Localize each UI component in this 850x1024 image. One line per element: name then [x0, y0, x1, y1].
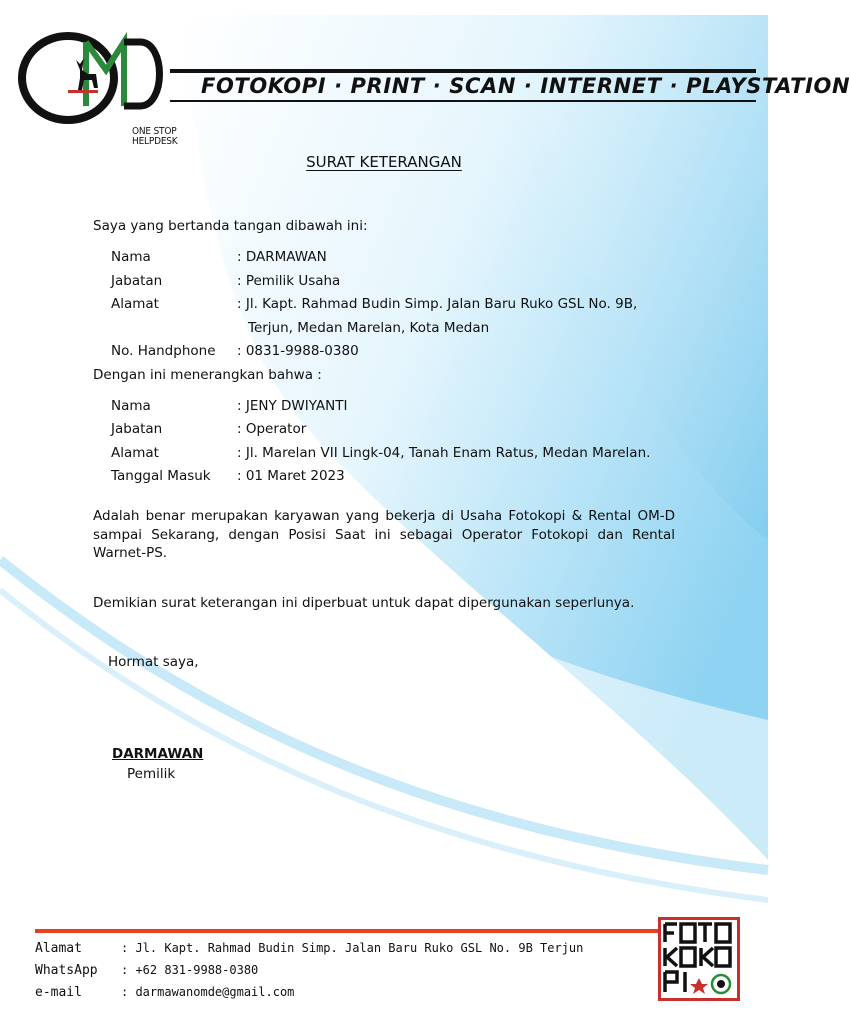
fotokopi-stamp-logo: [658, 917, 740, 1001]
signature-role: Pemilik: [127, 766, 176, 782]
footer-divider: [35, 929, 661, 933]
logo-tagline: [132, 127, 178, 147]
signer-nama-value: : DARMAWAN: [237, 249, 327, 265]
footer-email-label: e-mail: [35, 985, 82, 1000]
employee-tanggal-label: Tanggal Masuk: [111, 468, 211, 484]
footer-whatsapp-value: : +62 831-9988-0380: [121, 963, 259, 977]
fotokopi-stamp-graphic: [661, 920, 737, 998]
signer-jabatan-label: Jabatan: [111, 273, 163, 289]
closing-text: Hormat saya,: [108, 654, 199, 670]
om-d-logo-mark: [18, 30, 178, 130]
document-title: [0, 153, 768, 171]
document-title-text: SURAT KETERANGAN: [306, 153, 462, 171]
employee-tanggal-value: : 01 Maret 2023: [237, 468, 345, 484]
signer-nama-label: Nama: [111, 249, 151, 265]
header-divider-top: [170, 69, 756, 73]
signer-alamat-value-line2: Terjun, Medan Marelan, Kota Medan: [248, 320, 490, 336]
footer-alamat-value: : Jl. Kapt. Rahmad Budin Simp. Jalan Baru Ruko GSL No. 9B Terjun: [121, 941, 584, 955]
employee-alamat-label: Alamat: [111, 445, 159, 461]
employee-jabatan-label: Jabatan: [111, 421, 163, 437]
signer-jabatan-value: : Pemilik Usaha: [237, 273, 341, 289]
signature-name: DARMAWAN: [112, 746, 204, 762]
employee-jabatan-value: : Operator: [237, 421, 307, 437]
footer-alamat-label: Alamat: [35, 941, 82, 956]
footer-email-value: : darmawanomde@gmail.com: [121, 985, 295, 999]
tagline-line-1: ONE STOP: [132, 126, 177, 137]
signer-alamat-label: Alamat: [111, 296, 159, 312]
company-logo: [18, 30, 178, 147]
header-divider-bottom: [170, 100, 756, 102]
signer-hp-value: : 0831-9988-0380: [237, 343, 359, 359]
employee-nama-value: : JENY DWIYANTI: [237, 398, 348, 414]
tagline-line-2: HELPDESK: [132, 136, 178, 147]
footer-whatsapp-label: WhatsApp: [35, 963, 98, 978]
intro-text: Saya yang bertanda tangan dibawah ini:: [93, 218, 368, 234]
statement-intro: Dengan ini menerangkan bahwa :: [93, 367, 322, 383]
signer-alamat-value-line1: : Jl. Kapt. Rahmad Budin Simp. Jalan Baru Ruko GSL No. 9B,: [237, 296, 638, 312]
body-paragraph-2: Demikian surat keterangan ini diperbuat untuk dapat dipergunakan seperlunya.: [93, 595, 635, 611]
employee-nama-label: Nama: [111, 398, 151, 414]
signer-hp-label: No. Handphone: [111, 343, 216, 359]
employee-alamat-value: : Jl. Marelan VII Lingk-04, Tanah Enam Ratus, Medan Marelan.: [237, 445, 651, 461]
header-services-banner: FOTOKOPI · PRINT · SCAN · INTERNET · PLAYSTATION: [201, 74, 850, 98]
body-paragraph-1: Adalah benar merupakan karyawan yang bekerja di Usaha Fotokopi & Rental OM-D sampai Sekarang, dengan Posisi Saat ini sebagai Operator Fotokopi dan Rental Warnet-PS.: [93, 508, 675, 561]
